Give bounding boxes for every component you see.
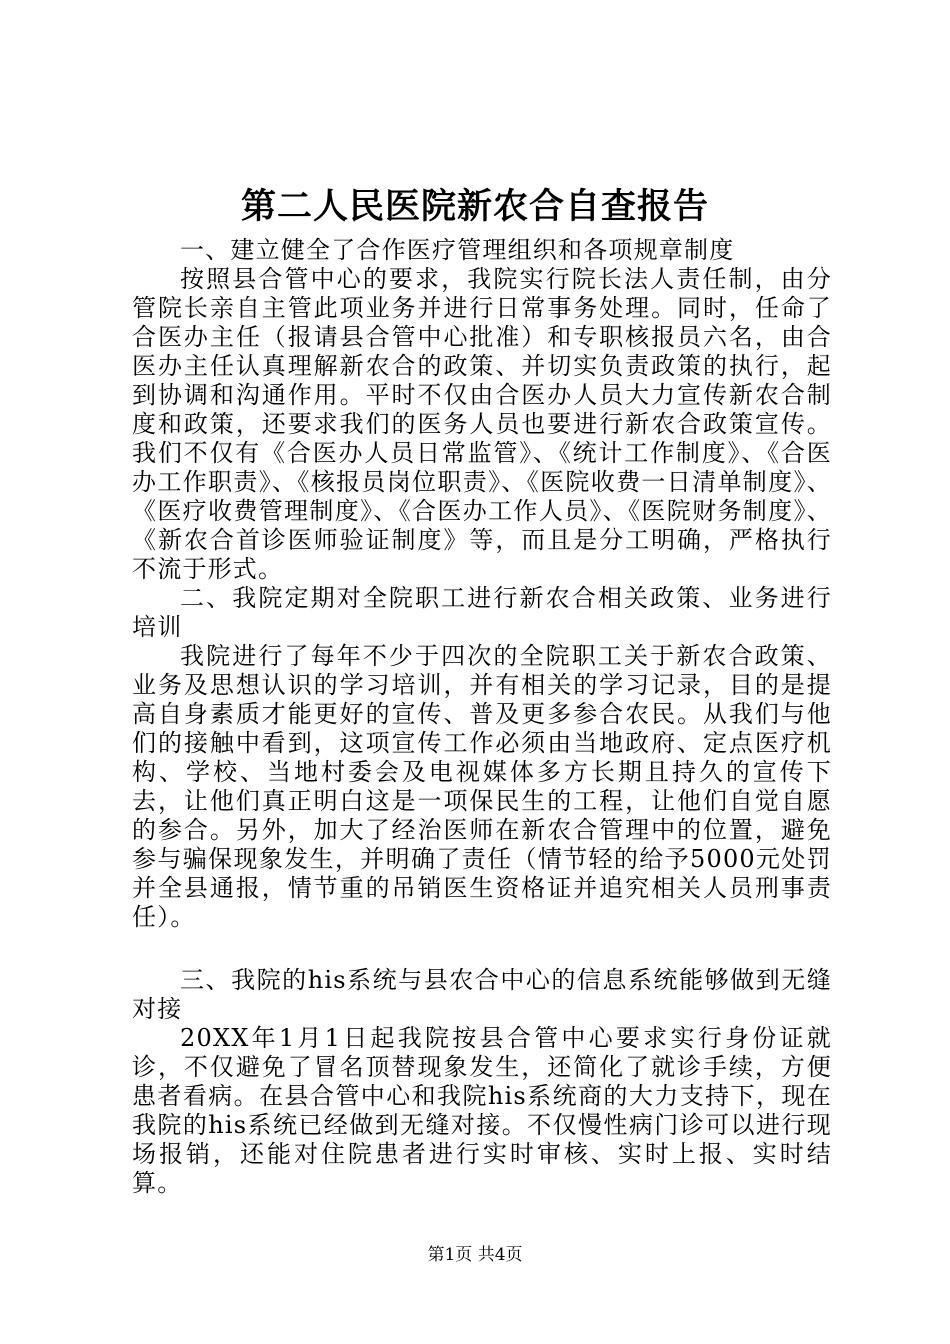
section-3-heading: 三、我院的his系统与县农合中心的信息系统能够做到无缝对接: [132, 966, 832, 1023]
section-2-paragraph: 我院进行了每年不少于四次的全院职工关于新农合政策、业务及思想认识的学习培训，并有相关的学习记录，目的是提高自身素质才能更好的宣传、普及更多参合农民。从我们与他们的接触中看到，这项宣传工作必须由当地政府、定点医疗机构、学校、当地村委会及电视媒体多方长期且持久的宣传下去，让他们真正明白这是一项保民生的工程，让他们自觉自愿的参合。另外，加大了经治医师在新农合管理中的位置，避免参与骗保现象发生，并明确了责任（情节轻的给予5000元处罚并全县通报，情节重的吊销医生资格证并追究相关人员刑事责任）。: [132, 642, 832, 931]
section-2-heading: 二、我院定期对全院职工进行新农合相关政策、业务进行培训: [132, 584, 832, 641]
document-title: 第二人民医院新农合自查报告: [240, 187, 709, 227]
document-body: [132, 236, 832, 1198]
section-1-paragraph: 按照县合管中心的要求，我院实行院长法人责任制，由分管院长亲自主管此项业务并进行日常事务处理。同时，任命了合医办主任（报请县合管中心批准）和专职核报员六名，由合医办主任认真理解新农合的政策、并切实负责政策的执行，起到协调和沟通作用。平时不仅由合医办人员大力宣传新农合制度和政策，还要求我们的医务人员也要进行新农合政策宣传。我们不仅有《合医办人员日常监管》、《统计工作制度》、《合医办工作职责》、《核报员岗位职责》、《医院收费一日清单制度》、《医疗收费管理制度》、《合医办工作人员》、《医院财务制度》、《新农合首诊医师验证制度》等，而且是分工明确，严格执行不流于形式。: [132, 265, 832, 583]
page-footer: 第1页 共4页: [427, 1245, 523, 1265]
paragraph-gap: [132, 932, 832, 966]
section-3-paragraph: 20XX年1月1日起我院按县合管中心要求实行身份证就诊，不仅避免了冒名顶替现象发生，还简化了就诊手续，方便患者看病。在县合管中心和我院his系统商的大力支持下，现在我院的his系统已经做到无缝对接。不仅慢性病门诊可以进行现场报销，还能对住院患者进行实时审核、实时上报、实时结算。: [132, 1024, 832, 1197]
section-1-heading: 一、建立健全了合作医疗管理组织和各项规章制度: [180, 236, 735, 264]
